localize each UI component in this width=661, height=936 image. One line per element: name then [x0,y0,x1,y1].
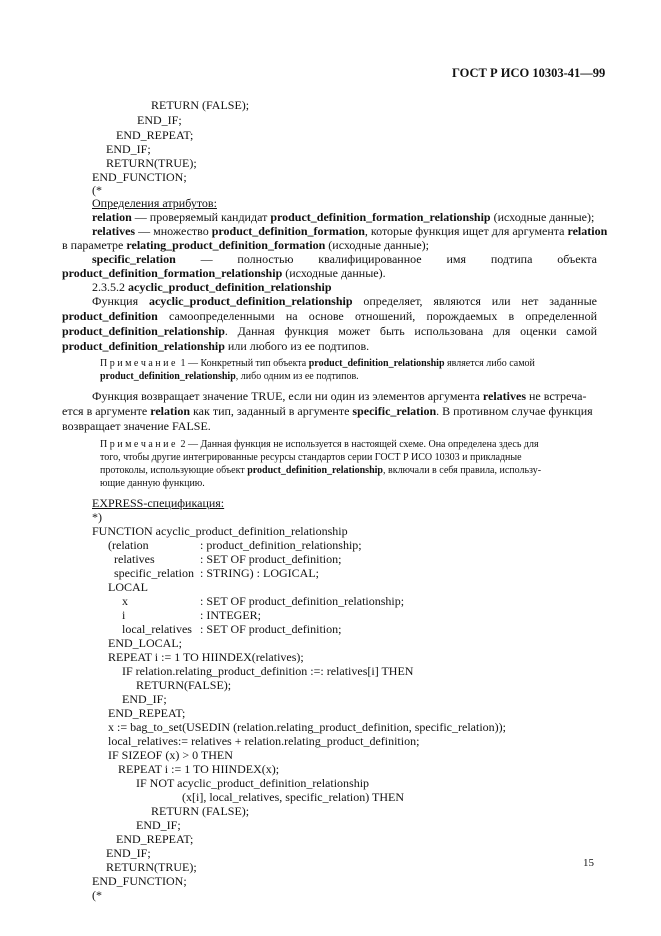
code-line: LOCAL [108,580,148,594]
code-line: (relation [108,538,149,552]
code-line: END_IF; [122,692,167,706]
code-line: END_REPEAT; [116,128,194,142]
code-line: : SET OF product_definition; [200,552,342,566]
returns-line-3: возвращает значение FALSE. [62,419,211,433]
code-line: IF SIZEOF (x) > 0 THEN [108,748,233,762]
code-line: relatives [114,552,155,566]
page-number: 15 [583,857,594,869]
description-line-4: product_definition_relationship или любого из ее подтипов. [62,339,370,353]
code-line: RETURN (FALSE); [151,98,250,112]
code-line: END_IF; [106,142,151,156]
code-line: : SET OF product_definition_relationship; [200,594,405,608]
section-heading: 2.3.5.2 acyclic_product_definition_relationship [92,280,332,294]
returns-line-2: ется в аргументе relation как тип, заданный в аргументе specific_relation. В противном случае функция [62,404,593,418]
note-2-line-4: ющие данную функцию. [100,478,205,489]
code-line: : SET OF product_definition; [200,622,342,636]
code-line: REPEAT i := 1 TO HIINDEX(x); [118,762,280,776]
note-1-line-1: П р и м е ч а н и е 1 — Конкретный тип объекта product_definition_relationship является либо самой [100,358,535,369]
code-line: i [122,608,126,622]
code-line: RETURN(FALSE); [136,678,232,692]
code-line: END_IF; [106,846,151,860]
code-line: FUNCTION acyclic_product_definition_relationship [92,524,348,538]
code-line: END_REPEAT; [108,706,186,720]
code-line: END_REPEAT; [116,832,194,846]
note-2-line-3: протоколы, использующие объект product_definition_relationship, включали в себя правила, использу- [100,465,542,476]
code-line: REPEAT i := 1 TO HIINDEX(relatives); [108,650,304,664]
code-line: (x[i], local_relatives, specific_relation) THEN [182,790,405,804]
code-line: END_FUNCTION; [92,170,187,184]
code-line: IF relation.relating_product_definition :=: relatives[i] THEN [122,664,414,678]
code-line: : product_definition_relationship; [200,538,362,552]
code-line: local_relatives:= relatives + relation.relating_product_definition; [108,734,420,748]
code-line: *) [92,510,102,524]
relatives-definition-cont: в параметре relating_product_definition_formation (исходные данные); [62,238,429,252]
returns-line-1: Функция возвращает значение TRUE, если ни один из элементов аргумента relatives не встреча- [92,389,587,403]
note-1-line-2: product_definition_relationship, либо одним из ее подтипов. [100,371,359,382]
code-line: local_relatives [122,622,192,636]
description-line-3: product_definition_relationship. Данная функция может быть использована для оценки самой [62,324,597,338]
description-line-1: Функция acyclic_product_definition_relationship определяет, являются или нет заданные [92,294,597,308]
standard-header: ГОСТ Р ИСО 10303-41—99 [452,66,606,80]
code-line: END_FUNCTION; [92,874,187,888]
code-line: RETURN (FALSE); [151,804,250,818]
code-line: (* [92,183,102,197]
note-2-line-1: П р и м е ч а н и е 2 — Данная функция не используется в настоящей схеме. Она определена здесь для [100,439,539,450]
note-2-line-2: того, чтобы другие интегрированные ресурсы стандартов серии ГОСТ Р ИСО 10303 и прикладные [100,452,522,463]
code-line: specific_relation [114,566,194,580]
relatives-definition: relatives — множество product_definition_formation, которые функция ищет для аргумента relation [92,224,608,238]
specific-relation-definition: specific_relation — полностью квалифицированное имя подтипа объекта [92,252,597,266]
attributes-heading: Определения атрибутов: [92,196,217,210]
code-line: END_LOCAL; [108,636,182,650]
code-line: RETURN(TRUE); [106,860,197,874]
code-line: : STRING) : LOGICAL; [200,566,319,580]
code-line: x [122,594,128,608]
relation-definition: relation — проверяемый кандидат product_definition_formation_relationship (исходные данные); [92,210,595,224]
express-heading: EXPRESS-спецификация: [92,496,225,510]
code-line: x := bag_to_set(USEDIN (relation.relating_product_definition, specific_relation)); [108,720,506,734]
code-line: (* [92,888,102,902]
code-line: END_IF; [136,818,181,832]
specific-relation-definition-cont: product_definition_formation_relationship (исходные данные). [62,266,386,280]
code-line: RETURN(TRUE); [106,156,197,170]
description-line-2: product_definition самоопределенными на основе отношений, порождаемых в определенной [62,309,597,323]
code-line: : INTEGER; [200,608,261,622]
code-line: IF NOT acyclic_product_definition_relationship [136,776,370,790]
code-line: END_IF; [137,113,182,127]
